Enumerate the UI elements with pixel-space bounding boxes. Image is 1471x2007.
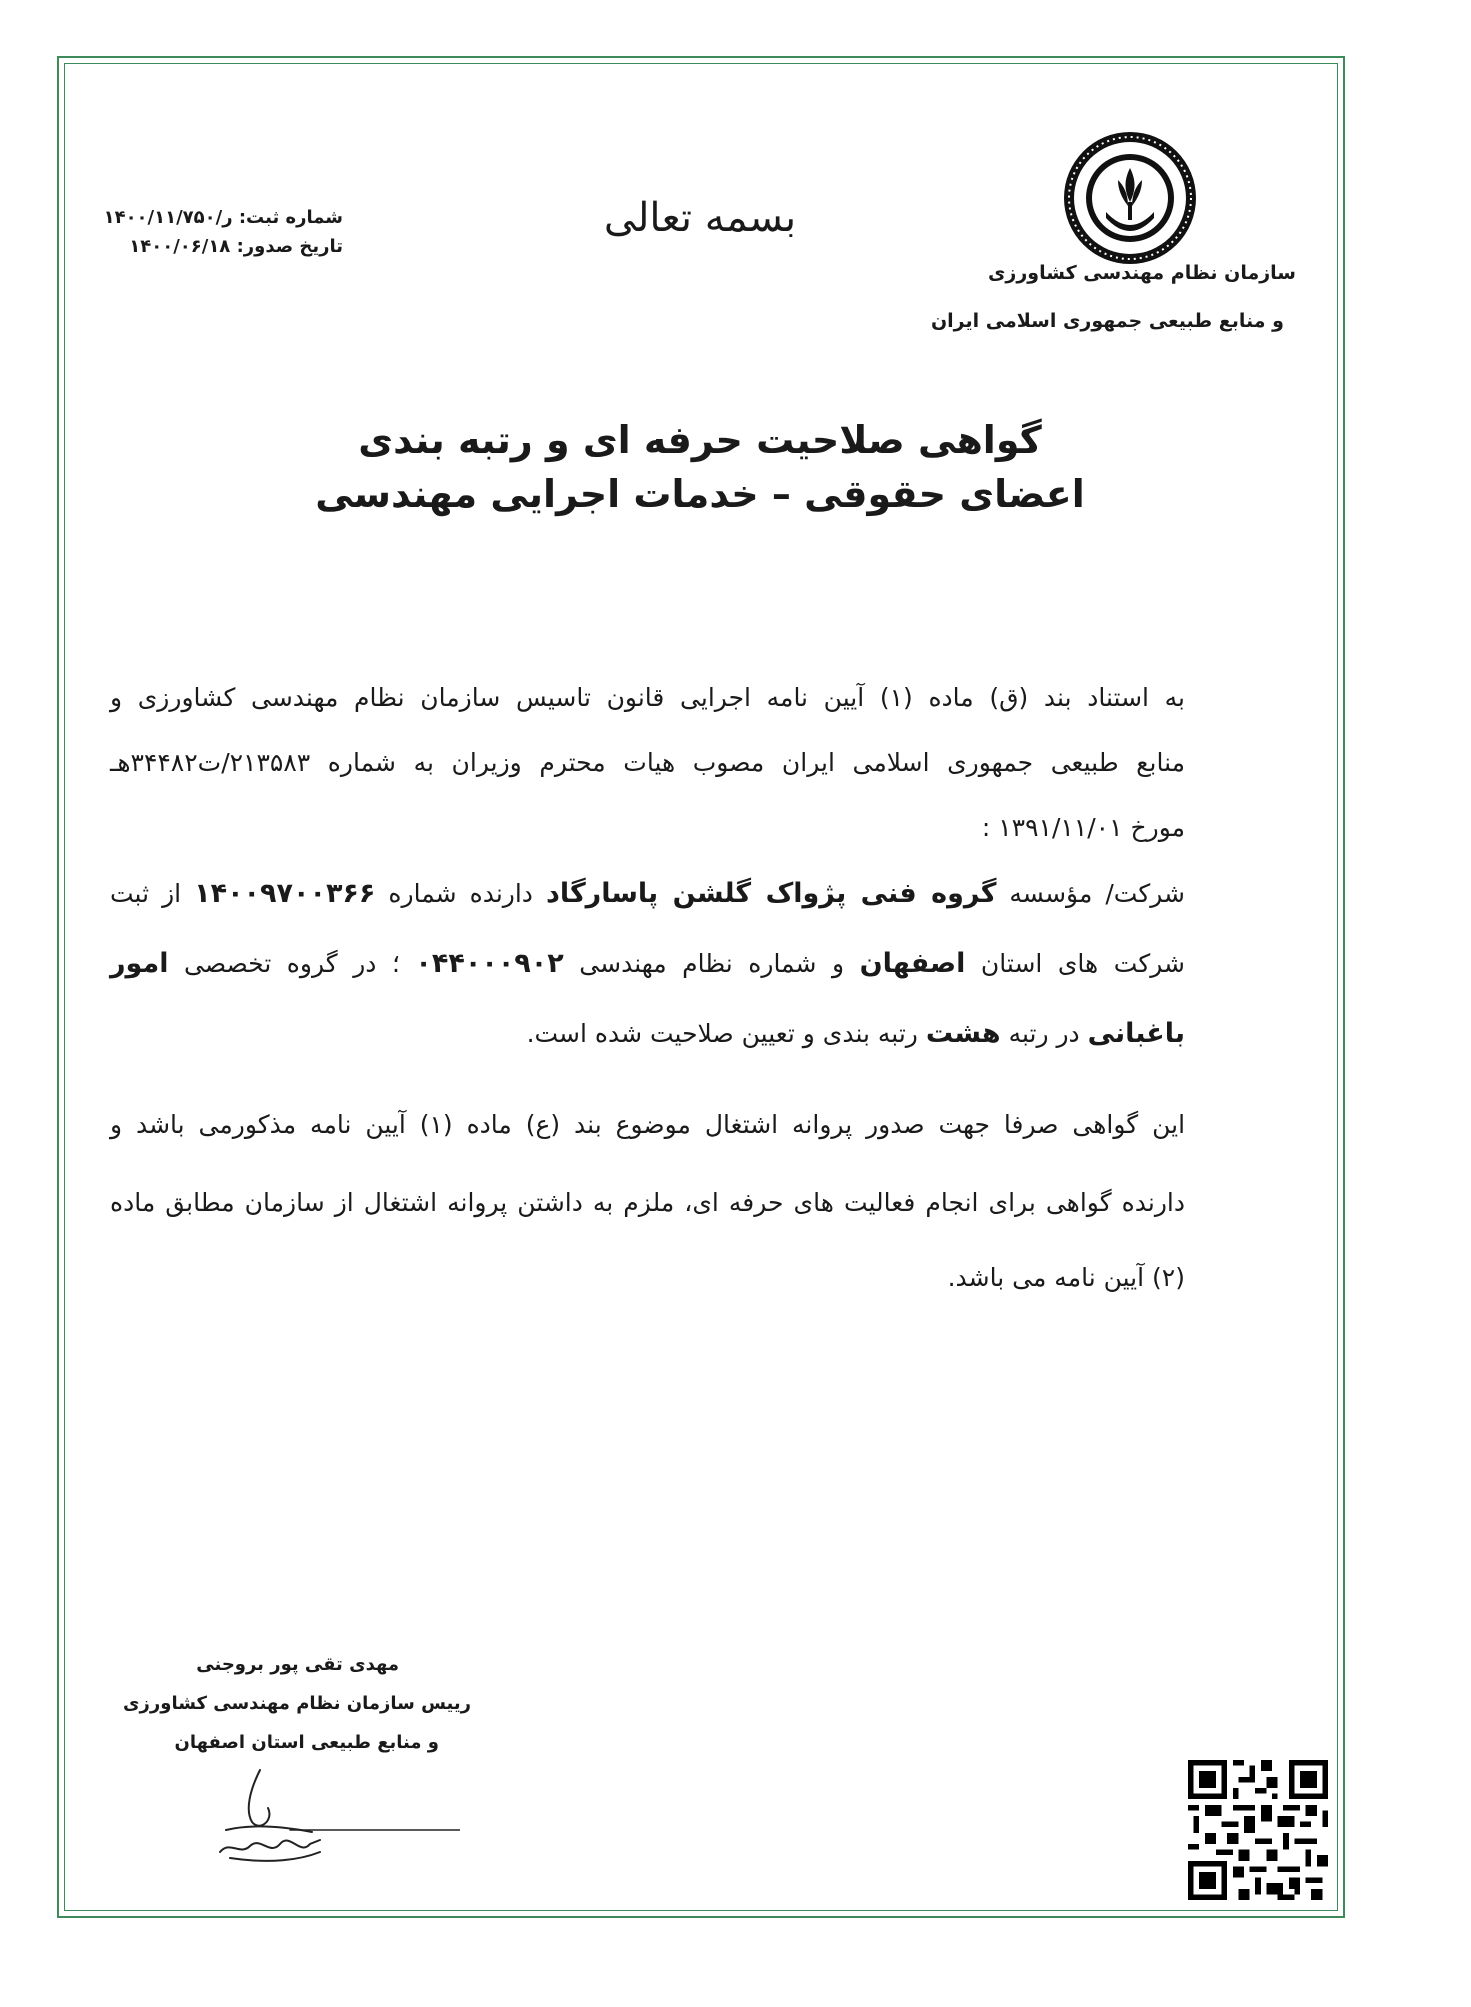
qr-code-icon: [1188, 1760, 1328, 1900]
company-registration-number: ۱۴۰۰۹۷۰۰۳۶۶: [194, 878, 376, 909]
paragraph3-line2: دارنده گواهی برای انجام فعالیت های حرفه ای، ملزم به داشتن پروانه اشتغال از سازمان مطابق ماده: [110, 1188, 1185, 1217]
org-name-line1: سازمان نظام مهندسی کشاورزی: [988, 262, 1296, 284]
company-prefix: شرکت/ مؤسسه: [1009, 879, 1185, 908]
page-border-inner: [64, 63, 1338, 1911]
emblem-logo-icon: [1060, 128, 1200, 268]
rank-label: در رتبه: [1008, 1019, 1080, 1048]
engineering-number: ۰۴۴۰۰۰۹۰۲: [415, 948, 564, 979]
registration-number: [104, 207, 343, 228]
paragraph1-line3: مورخ ۱۳۹۱/۱۱/۰۱ :: [981, 813, 1185, 842]
paragraph2-line1: [110, 878, 1185, 909]
registry-label: از ثبت: [110, 879, 182, 908]
registration-label: شماره ثبت:: [238, 207, 343, 228]
org-name-line2: و منابع طبیعی جمهوری اسلامی ایران: [930, 310, 1284, 332]
issue-date-value: ۱۴۰۰/۰۶/۱۸: [129, 236, 231, 257]
paragraph3-line1: این گواهی صرفا جهت صدور پروانه اشتغال موضوع بند (ع) ماده (۱) آیین نامه مذکورمی باشد و: [110, 1110, 1186, 1139]
signatory-name: مهدی تقی پور بروجنی: [196, 1654, 399, 1675]
document-title-line2: اعضای حقوقی – خدمات اجرایی مهندسی: [315, 472, 1085, 516]
paragraph1-line2: منابع طبیعی جمهوری اسلامی ایران مصوب هیات محترم وزیران به شماره ۲۱۳۵۸۳/ت۳۴۴۸۲هـ: [110, 748, 1185, 777]
group-label: ؛ در گروه تخصصی: [183, 949, 400, 978]
document-title-line1: گواهی صلاحیت حرفه ای و رتبه بندی: [358, 418, 1042, 462]
handwritten-signature: [190, 1760, 460, 1870]
issue-date: [129, 236, 343, 257]
issue-date-label: تاریخ صدور:: [236, 236, 343, 257]
signatory-position-line2: و منابع طبیعی استان اصفهان: [174, 1732, 439, 1753]
qualification-text: رتبه بندی و تعیین صلاحیت شده است.: [526, 1019, 918, 1048]
specialty-group-part2: باغبانی: [1087, 1018, 1185, 1049]
company-name: گروه فنی پژواک گلشن پاسارگاد: [545, 878, 997, 909]
registration-value: ر/۱۴۰۰/۱۱/۷۵۰: [103, 207, 233, 228]
rank-value: هشت: [925, 1018, 1001, 1049]
signatory-position-line1: رییس سازمان نظام مهندسی کشاورزی: [123, 1693, 471, 1714]
specialty-group-part1: امور: [110, 948, 169, 979]
paragraph2-line2: [110, 948, 1185, 979]
engineering-number-label: و شماره نظام مهندسی: [579, 949, 845, 978]
paragraph2-line3: [110, 1018, 1185, 1049]
paragraph1-line1: به استناد بند (ق) ماده (۱) آیین نامه اجرایی قانون تاسیس سازمان نظام مهندسی کشاورزی و: [110, 683, 1185, 712]
province-name: اصفهان: [859, 948, 966, 979]
basmala-heading: بسمه تعالی: [603, 195, 797, 241]
province-label: شرکت های استان: [980, 949, 1185, 978]
holder-label: دارنده شماره: [388, 879, 533, 908]
paragraph3-line3: (۲) آیین نامه می باشد.: [947, 1263, 1185, 1292]
